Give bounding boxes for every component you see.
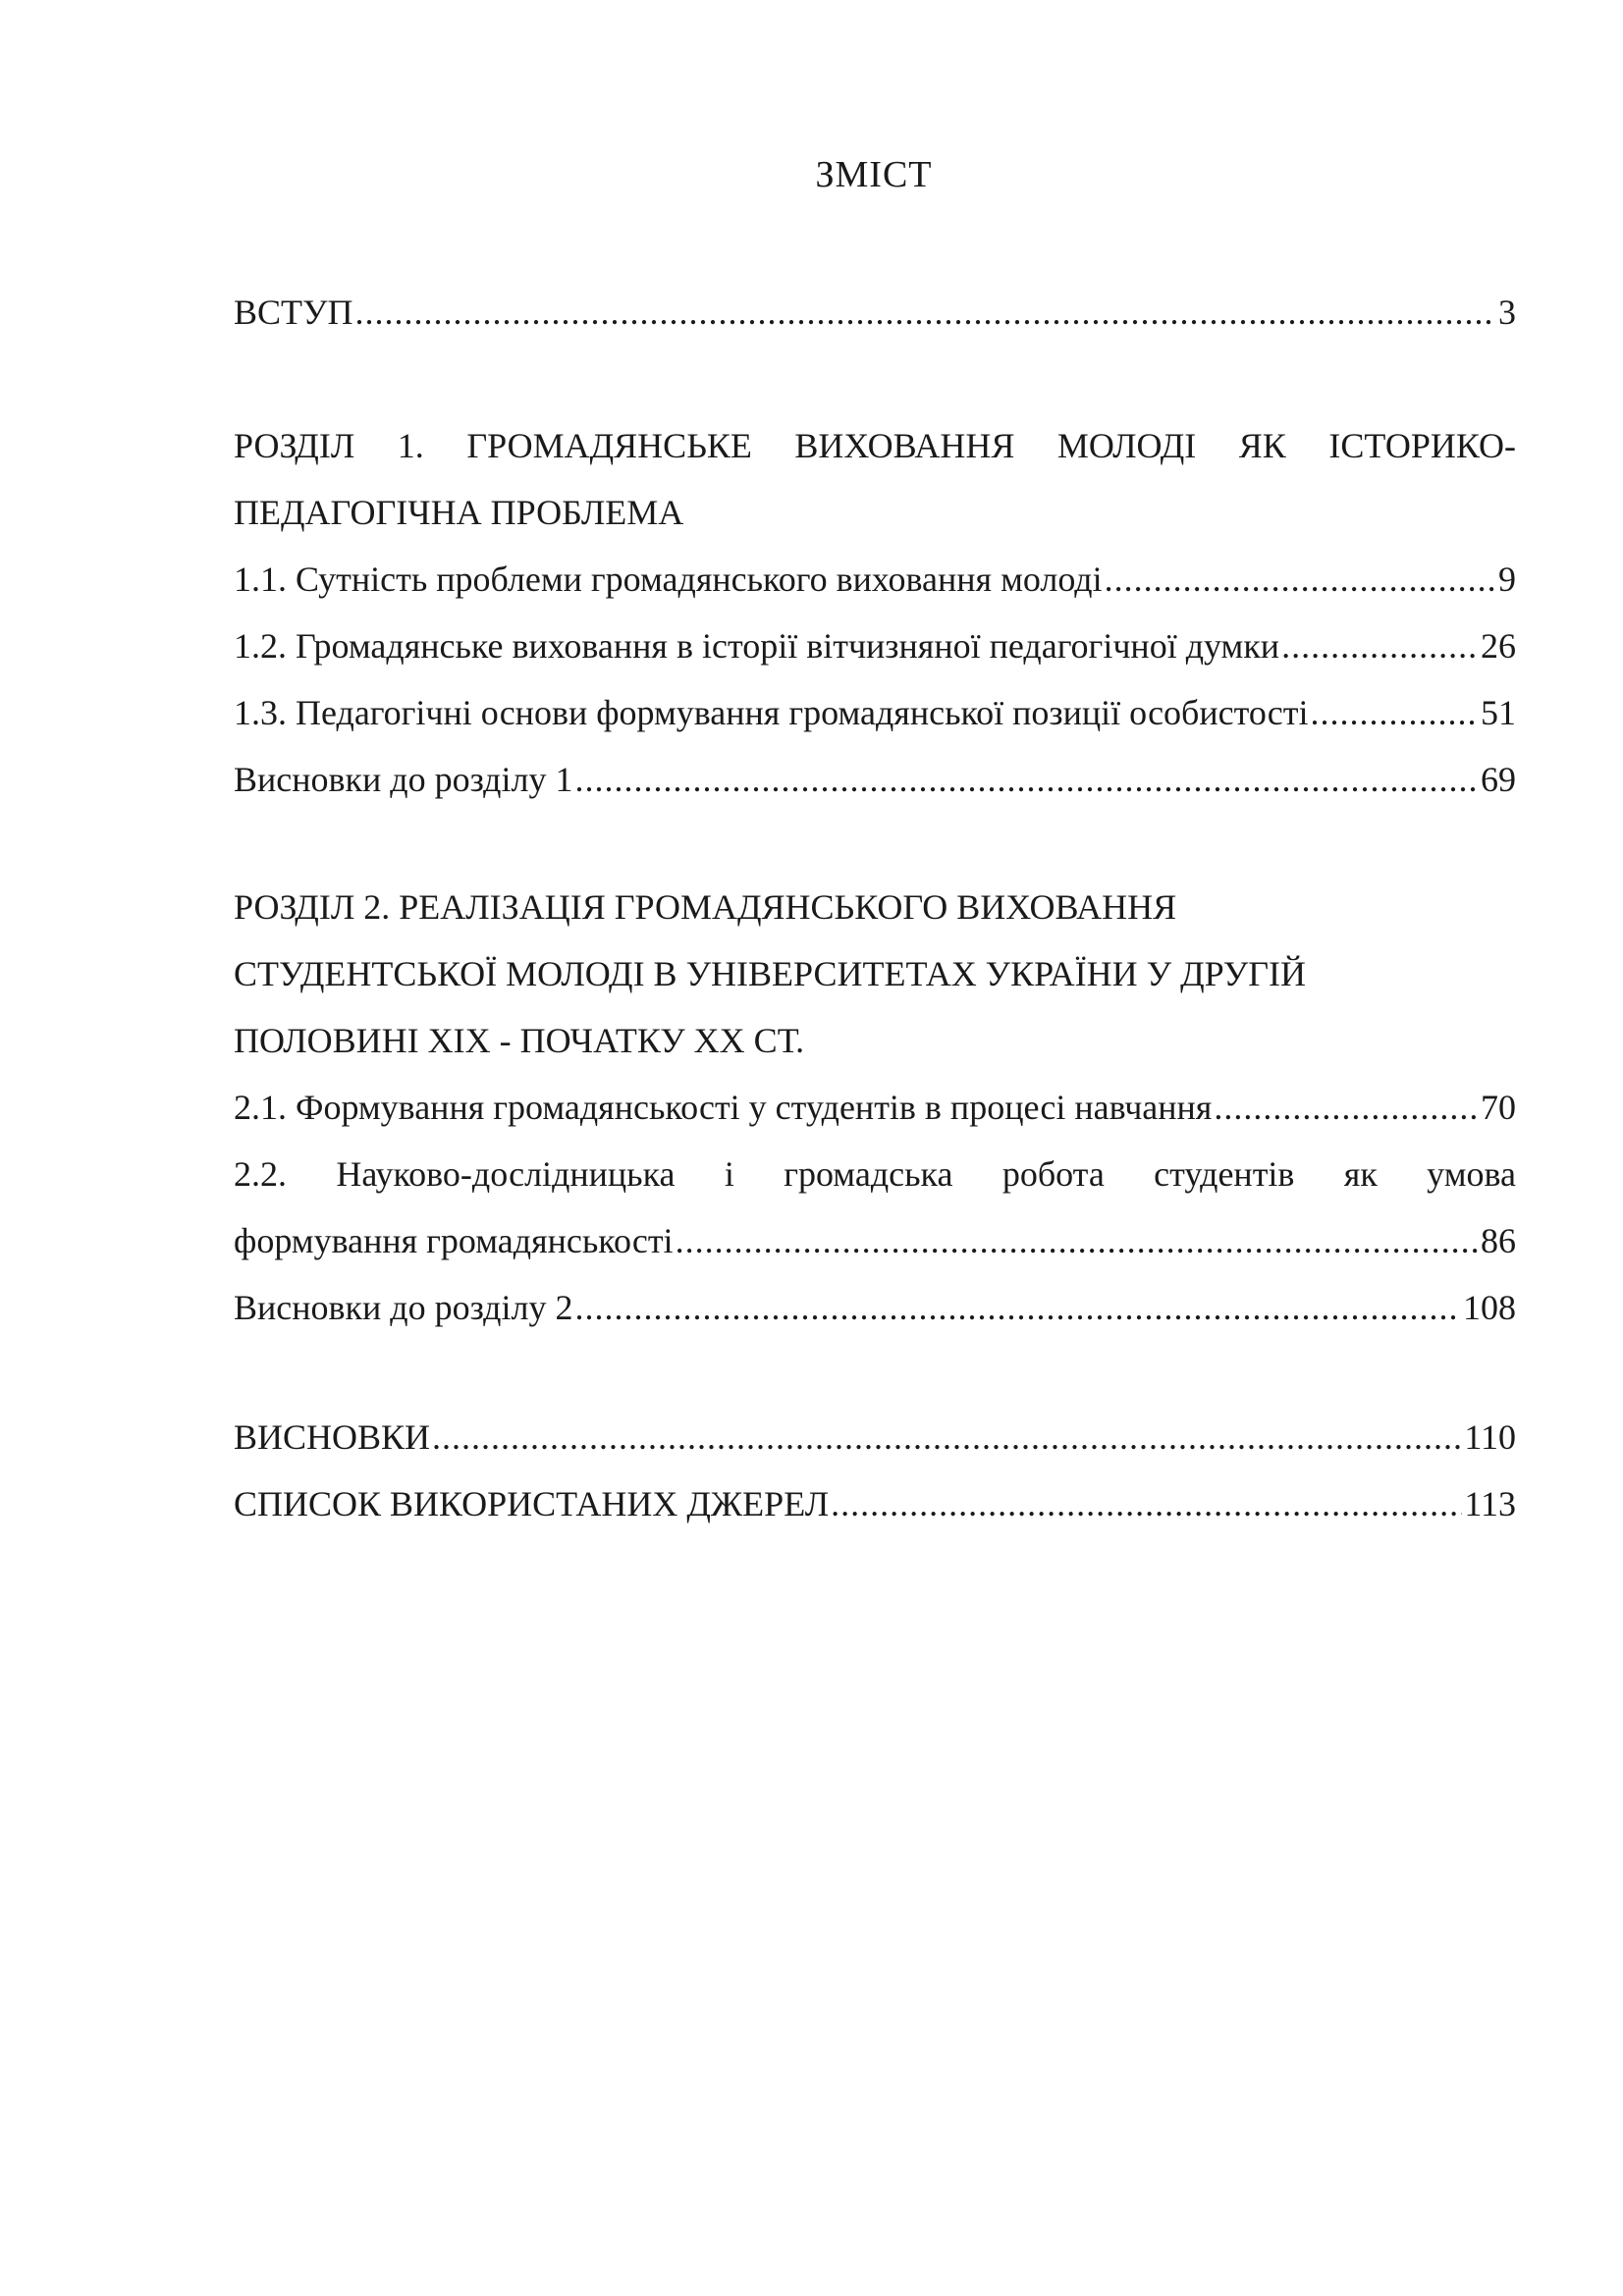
dot-leader <box>574 1274 1461 1341</box>
toc-intro-block <box>234 279 1516 346</box>
toc-entry-page: 3 <box>1498 293 1516 332</box>
toc-entry-1-3[interactable] <box>234 679 1516 746</box>
toc-entry-sources[interactable] <box>234 1470 1516 1537</box>
toc-entry-conclusions-2[interactable] <box>234 1274 1516 1341</box>
toc-entry-intro[interactable] <box>234 279 1516 346</box>
toc-entry-label: ВСТУП <box>234 293 353 332</box>
toc-entry-label: Висновки до розділу 1 <box>234 760 573 799</box>
toc-entry-label: 1.2. Громадянське виховання в історії вітчизняної педагогічної думки <box>234 626 1280 666</box>
dot-leader <box>1281 613 1479 679</box>
toc-entry-page: 9 <box>1498 560 1516 599</box>
toc-entry-page: 110 <box>1464 1417 1516 1457</box>
dot-leader <box>831 1470 1462 1537</box>
toc-entry-2-2-line-1[interactable]: 2.2. Науково-дослідницька і громадська робота студентів як умова <box>234 1154 1516 1194</box>
chapter-1-heading-line-1[interactable]: РОЗДІЛ 1. ГРОМАДЯНСЬКЕ ВИХОВАННЯ МОЛОДІ ЯК ІСТОРИКО- <box>234 426 1516 465</box>
toc-entry-label: Висновки до розділу 2 <box>234 1288 573 1327</box>
toc-entry-2-2[interactable] <box>234 1207 1516 1274</box>
toc-entry-conclusions-1[interactable] <box>234 746 1516 813</box>
toc-entry-page: 86 <box>1481 1221 1516 1260</box>
toc-entry-page: 70 <box>1481 1088 1516 1127</box>
toc-entry-label: 1.3. Педагогічні основи формування громадянської позиції особистості <box>234 693 1309 732</box>
toc-end-block <box>234 1404 1516 1537</box>
dot-leader <box>1105 546 1496 613</box>
chapter-1-heading-line-2[interactable]: ПЕДАГОГІЧНА ПРОБЛЕМА <box>234 493 684 532</box>
toc-entry-1-1[interactable] <box>234 546 1516 613</box>
dot-leader <box>1310 679 1479 746</box>
toc-entry-label: формування громадянськості <box>234 1221 674 1260</box>
toc-entry-label: 1.1. Сутність проблеми громадянського виховання молоді <box>234 560 1103 599</box>
toc-entry-label: СПИСОК ВИКОРИСТАНИХ ДЖЕРЕЛ <box>234 1484 830 1523</box>
dot-leader <box>574 746 1479 813</box>
toc-title: ЗМІСТ <box>815 154 933 195</box>
toc-entry-2-1[interactable] <box>234 1074 1516 1141</box>
dot-leader <box>355 279 1497 346</box>
toc-entry-page: 26 <box>1481 626 1516 666</box>
chapter-2-heading-line-2[interactable]: СТУДЕНТСЬКОЇ МОЛОДІ В УНІВЕРСИТЕТАХ УКРАЇНИ У ДРУГІЙ <box>234 954 1307 993</box>
chapter-2-heading-line-3[interactable]: ПОЛОВИНІ XIX - ПОЧАТКУ XX СТ. <box>234 1021 805 1060</box>
toc-entry-page: 113 <box>1464 1484 1516 1523</box>
toc-entry-page: 69 <box>1481 760 1516 799</box>
dot-leader <box>1214 1074 1479 1141</box>
chapter-2-heading-line-1[interactable]: РОЗДІЛ 2. РЕАЛІЗАЦІЯ ГРОМАДЯНСЬКОГО ВИХОВАННЯ <box>234 887 1177 927</box>
toc-chapter-2 <box>234 874 1516 1341</box>
toc-entry-label: 2.1. Формування громадянськості у студентів в процесі навчання <box>234 1088 1213 1127</box>
toc-entry-1-2[interactable] <box>234 613 1516 679</box>
toc-entry-label: ВИСНОВКИ <box>234 1417 431 1457</box>
dot-leader <box>432 1404 1462 1470</box>
toc-entry-page: 51 <box>1481 693 1516 732</box>
toc-entry-page: 108 <box>1463 1288 1516 1327</box>
dot-leader <box>676 1207 1479 1274</box>
toc-chapter-1 <box>234 412 1516 813</box>
toc-entry-conclusions[interactable] <box>234 1404 1516 1470</box>
